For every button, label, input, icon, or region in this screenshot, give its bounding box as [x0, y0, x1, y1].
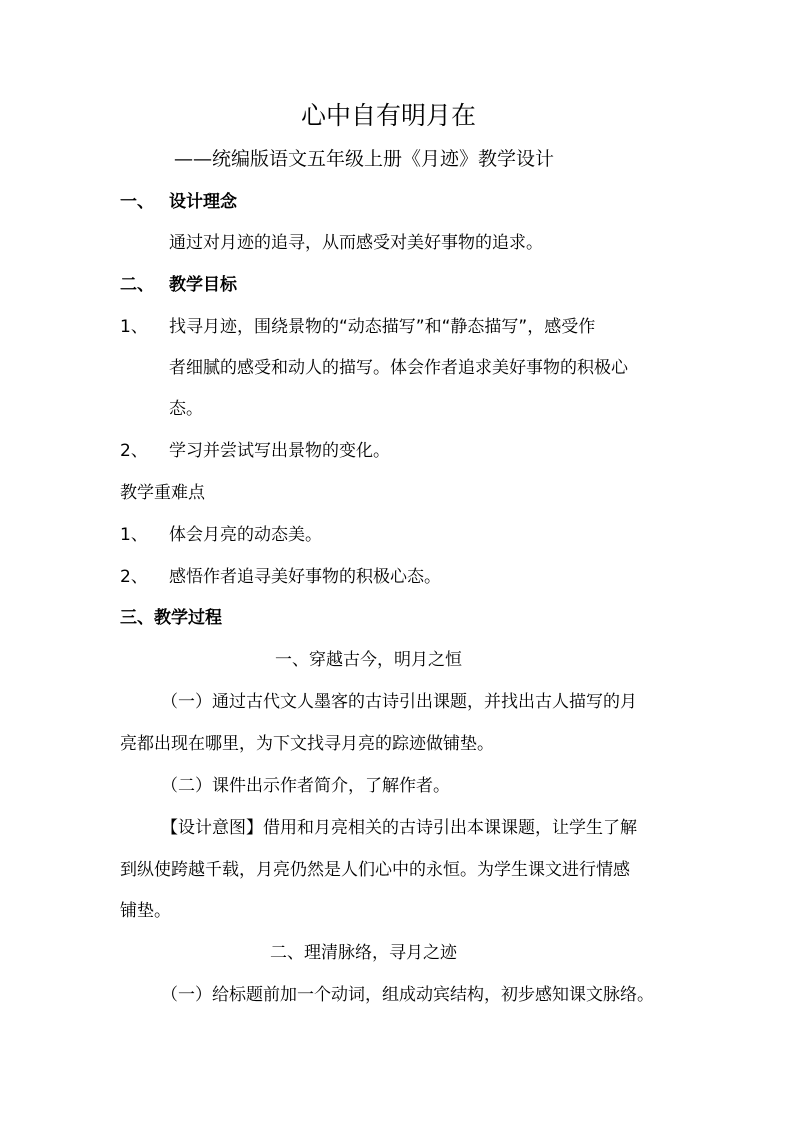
goal-1-line-1: 找寻月迹，围绕景物的“动态描写”和“静态描写”，感受作 [169, 317, 596, 337]
keypoints-heading: 教学重难点 [120, 483, 205, 503]
section-1-number: 一、 [120, 192, 154, 212]
part-1-paragraph-1-line-2: 亮都出现在哪里，为下文找寻月亮的踪迹做铺垫。 [120, 734, 494, 754]
part-1-design-intent-line-3: 铺垫。 [120, 901, 171, 921]
goal-1-line-3: 态。 [169, 399, 203, 419]
section-2-heading: 教学目标 [169, 275, 237, 295]
part-1-design-intent-line-2: 到纵使跨越千载，月亮仍然是人们心中的永恒。为学生课文进行情感 [120, 860, 630, 880]
part-2-heading: 二、理清脉络，寻月之迹 [270, 943, 457, 963]
document-title: 心中自有明月在 [301, 101, 477, 130]
keypoint-1-text: 体会月亮的动态美。 [169, 525, 322, 545]
goal-2-number: 2、 [120, 441, 148, 461]
goal-1-number: 1、 [120, 317, 148, 337]
part-1-heading: 一、穿越古今，明月之恒 [275, 650, 462, 670]
section-1-heading: 设计理念 [169, 192, 237, 212]
goal-1-line-2: 者细腻的感受和动人的描写。体会作者追求美好事物的积极心 [169, 358, 628, 378]
document-subtitle: ——统编版语文五年级上册《月迹》教学设计 [174, 148, 555, 170]
keypoint-2-number: 2、 [120, 567, 148, 587]
keypoint-1-number: 1、 [120, 525, 148, 545]
section-1-text: 通过对月迹的追寻，从而感受对美好事物的追求。 [169, 233, 543, 253]
part-1-paragraph-1-line-1: （一）通过古代文人墨客的古诗引出课题，并找出古人描写的月 [161, 692, 637, 712]
section-2-number: 二、 [120, 275, 154, 295]
keypoint-2-text: 感悟作者追寻美好事物的积极心态。 [169, 567, 441, 587]
part-2-paragraph-1: （一）给标题前加一个动词，组成动宾结构，初步感知课文脉络。 [161, 985, 654, 1005]
goal-2-text: 学习并尝试写出景物的变化。 [169, 441, 390, 461]
section-3-heading: 三、教学过程 [120, 608, 222, 628]
part-1-paragraph-2: （二）课件出示作者简介，了解作者。 [161, 776, 450, 796]
part-1-design-intent-line-1: 【设计意图】借用和月亮相关的古诗引出本课课题，让学生了解 [161, 818, 637, 838]
